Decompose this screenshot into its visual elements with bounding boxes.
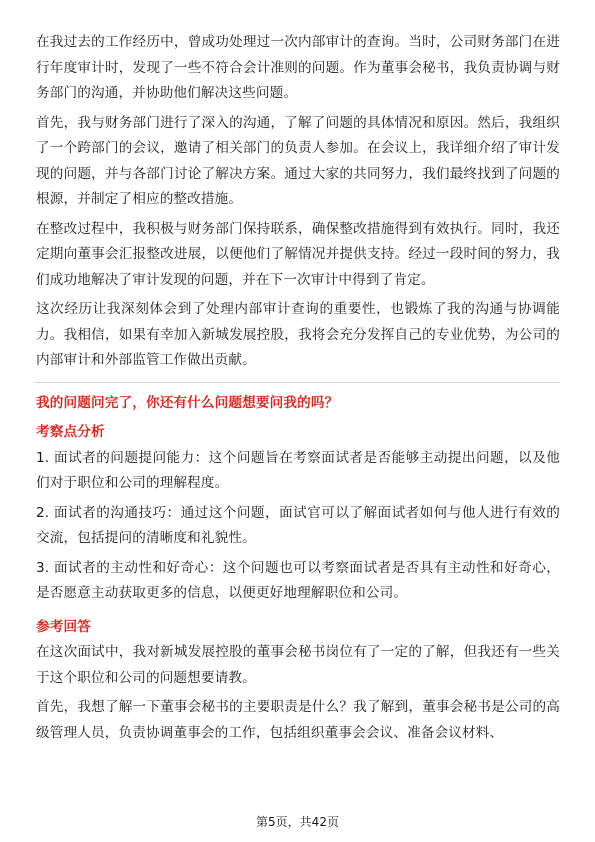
page-number: 第5页，共42页 <box>256 815 339 829</box>
analysis-item: 1. 面试者的问题提问能力：这个问题旨在考察面试者是否能够主动提出问题，以及他们对于职位和公司的理解程度。 <box>36 449 560 491</box>
analysis-heading: 考察点分析 <box>36 424 105 440</box>
document-page <box>36 30 560 746</box>
paragraph: 在我过去的工作经历中，曾成功处理过一次内部审计的查询。当时，公司财务部门在进行年度审计时，发现了一些不符合会计准则的问题。作为董事会秘书，我负责协调与财务部门的沟通，并协助他们解决这些问题。 <box>36 34 560 101</box>
paragraph: 首先，我想了解一下董事会秘书的主要职责是什么？我了解到，董事会秘书是公司的高级管理人员，负责协调董事会的工作，包括组织董事会会议、准备会议材料、 <box>36 699 560 741</box>
paragraph: 这次经历让我深刻体会到了处理内部审计查询的重要性，也锻炼了我的沟通与协调能力。我相信，如果有幸加入新城发展控股，我将会充分发挥自己的专业优势，为公司的内部审计和外部监管工作做出贡献。 <box>36 301 560 368</box>
paragraph: 在这次面试中，我对新城发展控股的董事会秘书岗位有了一定的了解，但我还有一些关于这个职位和公司的问题想要请教。 <box>36 644 560 686</box>
intro-section <box>36 30 560 374</box>
interview-question: 我的问题问完了，你还有什么问题想要问我的吗？ <box>36 394 339 411</box>
analysis-item: 2. 面试者的沟通技巧：通过这个问题，面试官可以了解面试者如何与他人进行有效的交流，包括提问的清晰度和礼貌性。 <box>36 504 560 546</box>
reference-answer-heading: 参考回答 <box>36 618 91 635</box>
paragraph: 在整改过程中，我积极与财务部门保持联系，确保整改措施得到有效执行。同时，我还定期向董事会汇报整改进展，以便他们了解情况并提供支持。经过一段时间的努力，我们成功地解决了审计发现的问题，并在下一次审计中得到了肯定。 <box>36 220 560 288</box>
paragraph: 首先，我与财务部门进行了深入的沟通，了解了问题的具体情况和原因。然后，我组织了一个跨部门的会议，邀请了相关部门的负责人参加。在会议上，我详细介绍了审计发现的问题，并与各部门讨论了解决方案。通过大家的共同努力，我们最终找到了问题的根源，并制定了相应的整改措施。 <box>36 114 560 207</box>
analysis-item: 3. 面试者的主动性和好奇心：这个问题也可以考察面试者是否具有主动性和好奇心，是否愿意主动获取更多的信息，以便更好地理解职位和公司。 <box>36 559 560 601</box>
section-divider <box>36 382 560 383</box>
